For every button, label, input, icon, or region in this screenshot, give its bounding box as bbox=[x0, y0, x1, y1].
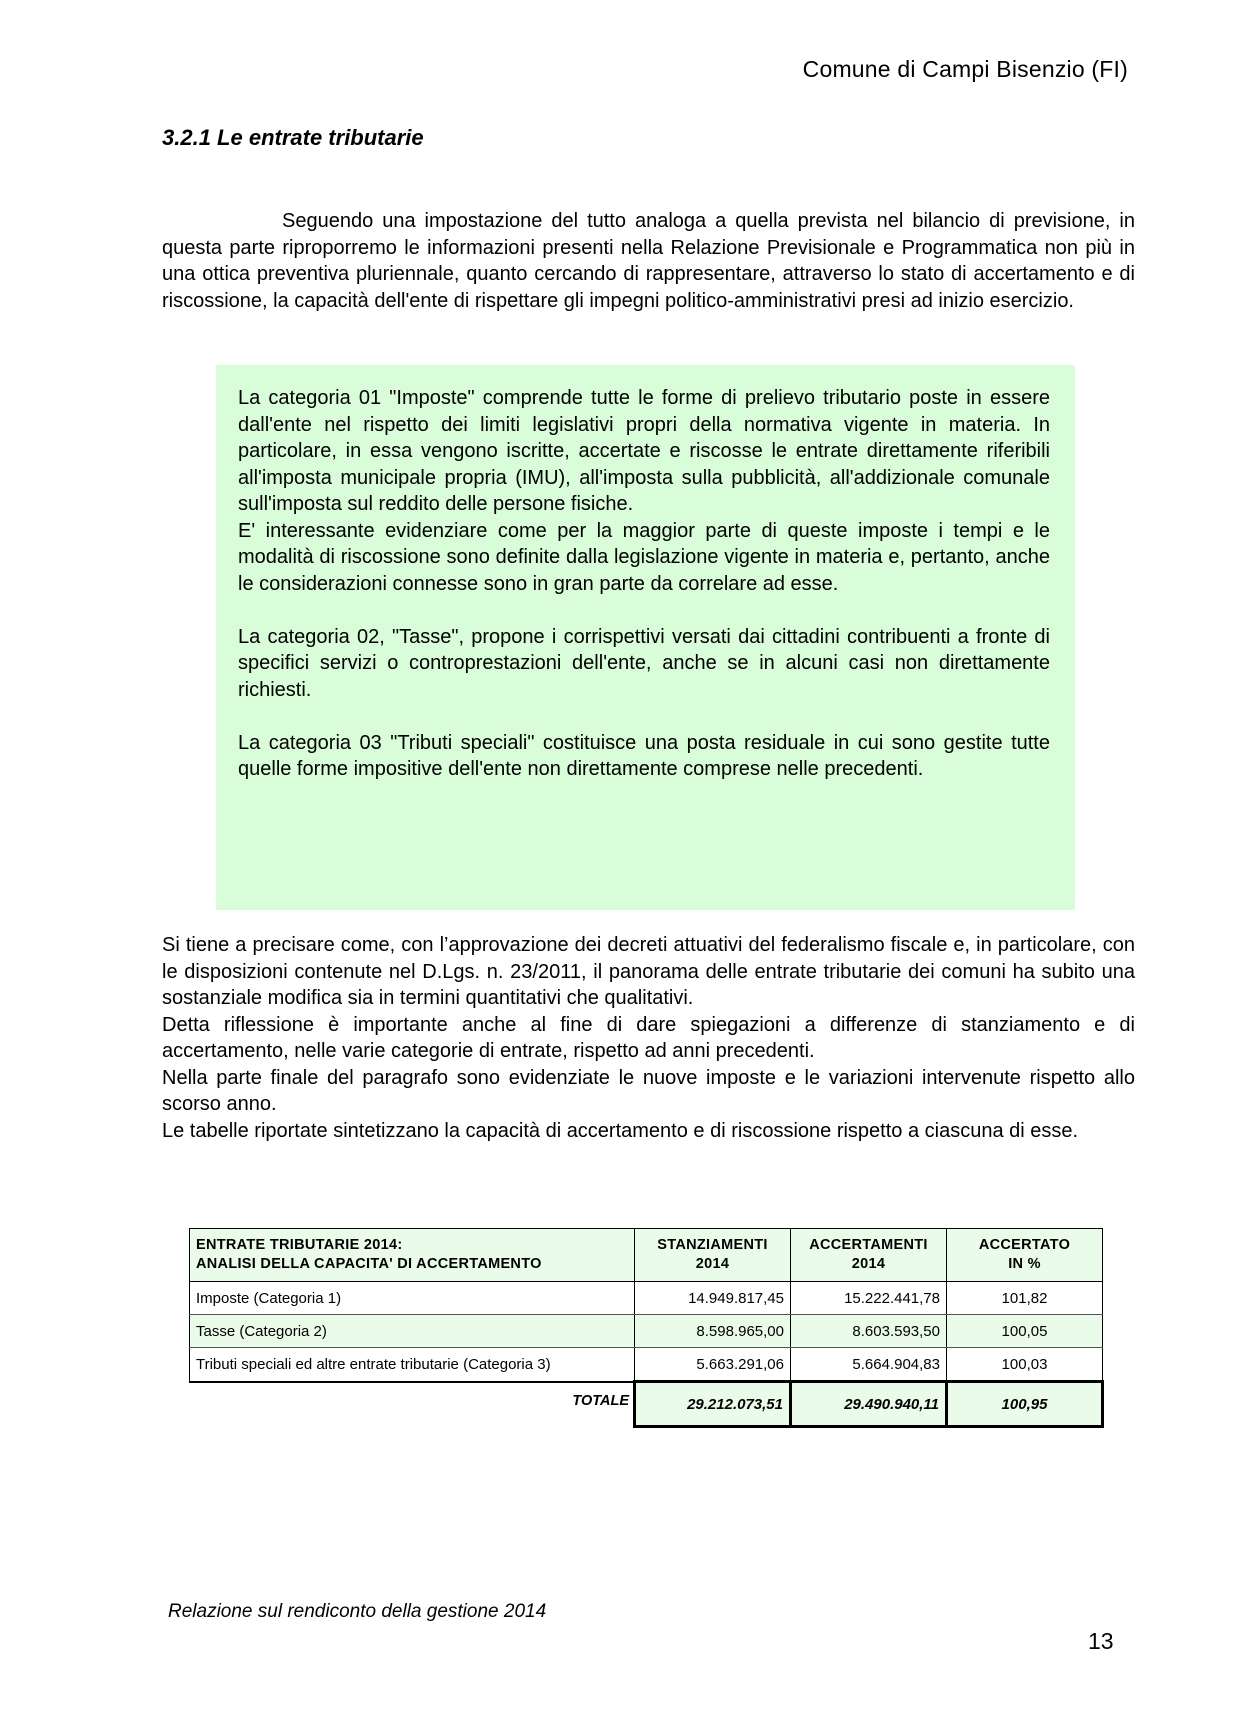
total-label: TOTALE bbox=[190, 1382, 635, 1427]
category-description-text bbox=[238, 385, 1050, 783]
federalism-paragraph bbox=[162, 932, 1135, 1144]
intro-text: Seguendo una impostazione del tutto analoga a quella prevista nel bilancio di previsione, in questa parte riproporremo le informazioni presenti nella Relazione Previsionale e Programmatica non più in una ottica preventiva pluriennale, quanto cercando di rappresentare, attraverso lo stato di accertamento e di riscossione, la capacità dell'ente di rispettare gli impegni politico-amministrativi presi ad inizio esercizio. bbox=[162, 210, 1135, 312]
table-header-row bbox=[190, 1229, 1103, 1282]
entrate-tributarie-table bbox=[189, 1228, 1104, 1428]
header-analysis-line1: ENTRATE TRIBUTARIE 2014: bbox=[196, 1237, 403, 1253]
header-accertato-line1: ACCERTATO bbox=[978, 1237, 1071, 1253]
footer-title: Relazione sul rendiconto della gestione 2014 bbox=[168, 1601, 547, 1622]
post-paragraph-2: Detta riflessione è importante anche al fine di dare spiegazioni a differenze di stanziamento e di accertamento, nelle varie categorie di entrate, rispetto ad anni precedenti. bbox=[162, 1013, 1135, 1062]
total-accertamenti: 29.490.940,11 bbox=[791, 1382, 947, 1427]
table-row bbox=[190, 1348, 1103, 1382]
header-stanziamenti bbox=[635, 1229, 791, 1282]
row-stanziamenti: 8.598.965,00 bbox=[635, 1315, 791, 1348]
header-analysis-line2: ANALISI DELLA CAPACITA' DI ACCERTAMENTO bbox=[196, 1256, 542, 1272]
post-paragraph-4: Le tabelle riportate sintetizzano la capacità di accertamento e di riscossione rispetto a ciascuna di esse. bbox=[162, 1119, 1079, 1142]
header-analysis bbox=[190, 1229, 635, 1282]
header-stanziamenti-line1: STANZIAMENTI bbox=[657, 1237, 768, 1253]
post-paragraph-1: Si tiene a precisare come, con l’approvazione dei decreti attuativi del federalismo fiscale e, in particolare, con le disposizioni contenute nel D.Lgs. n. 23/2011, il panorama delle entrate tributarie dei comuni ha subito una sostanziale modifica sia in termini quantitativi che qualitativi. bbox=[162, 934, 1135, 1009]
header-accertato-percent bbox=[947, 1229, 1103, 1282]
category-02-description: La categoria 02, "Tasse", propone i corrispettivi versati dai cittadini contribuenti a fronte di specifici servizi o controprestazioni dell'ente, anche se in alcuni casi non direttamente richiesti. bbox=[238, 625, 1050, 701]
total-stanziamenti: 29.212.073,51 bbox=[635, 1382, 791, 1427]
row-stanziamenti: 14.949.817,45 bbox=[635, 1282, 791, 1315]
intro-paragraph bbox=[162, 208, 1135, 314]
row-accertamenti: 5.664.904,83 bbox=[791, 1348, 947, 1382]
header-accertamenti-line2: 2014 bbox=[851, 1256, 886, 1272]
row-stanziamenti: 5.663.291,06 bbox=[635, 1348, 791, 1382]
total-percent: 100,95 bbox=[947, 1382, 1103, 1427]
row-percent: 100,05 bbox=[947, 1315, 1103, 1348]
header-accertamenti bbox=[791, 1229, 947, 1282]
category-01-description: La categoria 01 "Imposte" comprende tutte le forme di prelievo tributario poste in essere dall'ente nel rispetto dei limiti legislativi propri della normativa vigente in materia. In particolare, in essa vengono iscritte, accertate e riscosse le entrate direttamente riferibili all'imposta municipale propria (IMU), all'imposta sulla pubblicità, all'addizionale comunale sull'imposta sul reddito delle persone fisiche. bbox=[238, 387, 1050, 515]
header-accertato-line2: IN % bbox=[1008, 1256, 1041, 1272]
document-header-title: Comune di Campi Bisenzio (FI) bbox=[802, 56, 1128, 82]
page-number: 13 bbox=[1088, 1628, 1114, 1654]
table-total-row bbox=[190, 1382, 1103, 1427]
table-row bbox=[190, 1282, 1103, 1315]
category-03-description: La categoria 03 "Tributi speciali" costituisce una posta residuale in cui sono gestite tutte quelle forme impositive dell'ente non direttamente comprese nelle precedenti. bbox=[238, 731, 1050, 780]
header-stanziamenti-line2: 2014 bbox=[695, 1256, 730, 1272]
row-accertamenti: 15.222.441,78 bbox=[791, 1282, 947, 1315]
category-01-note: E' interessante evidenziare come per la maggior parte di queste imposte i tempi e le modalità di riscossione sono definite dalla legislazione vigente in materia e, pertanto, anche le considerazioni connesse sono in gran parte da correlare ad esse. bbox=[238, 519, 1050, 595]
post-paragraph-3: Nella parte finale del paragrafo sono evidenziate le nuove imposte e le variazioni intervenute rispetto allo scorso anno. bbox=[162, 1066, 1135, 1115]
row-percent: 100,03 bbox=[947, 1348, 1103, 1382]
section-heading: 3.2.1 Le entrate tributarie bbox=[162, 125, 424, 150]
paragraph-gap bbox=[238, 597, 1050, 624]
row-accertamenti: 8.603.593,50 bbox=[791, 1315, 947, 1348]
row-label: Imposte (Categoria 1) bbox=[190, 1282, 635, 1315]
row-label: Tasse (Categoria 2) bbox=[190, 1315, 635, 1348]
row-label: Tributi speciali ed altre entrate tributarie (Categoria 3) bbox=[190, 1348, 635, 1382]
paragraph-gap bbox=[238, 703, 1050, 730]
row-percent: 101,82 bbox=[947, 1282, 1103, 1315]
table-row bbox=[190, 1315, 1103, 1348]
header-accertamenti-line1: ACCERTAMENTI bbox=[809, 1237, 928, 1253]
category-description-box bbox=[216, 365, 1075, 910]
